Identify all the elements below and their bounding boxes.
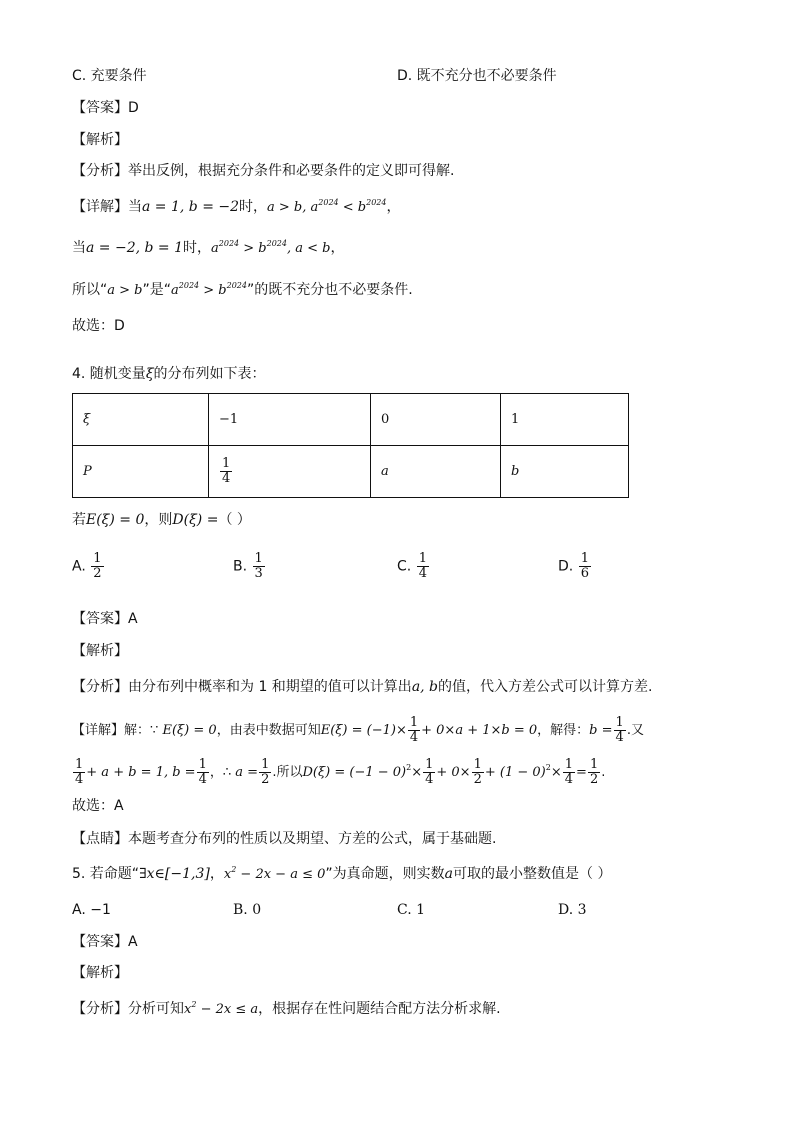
q4-option-d: [558, 552, 592, 581]
table-cell: 0: [371, 394, 501, 446]
math-inequality: a > b, $a^{2024} < b^{2024}$: [267, 198, 387, 215]
table-cell: b: [501, 446, 629, 498]
text: ，根据存在性问题结合配方法分析求解.: [258, 1001, 501, 1017]
text: 5. 若命题“: [72, 866, 140, 882]
table-cell: [209, 446, 371, 498]
text: ”的既不充分也不必要条件.: [246, 282, 413, 298]
text: 分析可知: [128, 1001, 184, 1017]
text: .: [601, 765, 606, 780]
q4-fenxi: [72, 677, 652, 697]
text: 4. 随机变量: [72, 366, 146, 382]
fraction: $\frac{1}{4}$: [222, 456, 231, 486]
q5-analysis-tag: 【解析】: [72, 965, 128, 981]
q3-choice: [72, 316, 125, 336]
q4-comment: [72, 829, 496, 849]
q5-stem: [72, 864, 611, 885]
math-expr: E(ξ) = (−1)×: [320, 723, 407, 738]
text: ，: [330, 240, 345, 256]
fenxi-tag: 【分析】: [72, 1001, 128, 1017]
table-cell: ξ: [73, 394, 209, 446]
text: 当: [128, 199, 142, 215]
table-cell: a: [371, 446, 501, 498]
text: ，由表中数据可知: [216, 723, 321, 738]
choice-value: D: [114, 318, 125, 334]
q3-answer: [72, 98, 139, 118]
answer-value: A: [128, 611, 138, 627]
text: .又: [626, 723, 644, 738]
math-condition: a = −2, b = 1: [86, 240, 184, 256]
text: 由分布列中概率和为 1 和期望的值可以计算出: [128, 679, 412, 695]
q5-option-d: D. 3: [558, 902, 587, 918]
text: （ ）: [218, 512, 251, 528]
q5-option-b: B. 0: [233, 902, 262, 918]
answer-value: A: [128, 934, 138, 950]
fraction: $\frac{1}{2}$: [589, 757, 599, 787]
text: ，: [386, 199, 401, 215]
option-label: D.: [558, 558, 574, 575]
q3-option-d: D. 既不充分也不必要条件: [397, 68, 557, 84]
fraction: $\frac{1}{2}$: [261, 757, 270, 787]
answer-tag: 【答案】: [72, 934, 128, 950]
q4-detail-line1: [72, 716, 644, 745]
text: 当: [72, 240, 86, 256]
because-symbol: ∵: [150, 723, 159, 738]
text: ，则: [144, 512, 173, 528]
math-condition: $a^{2024} > b^{2024}$: [171, 281, 247, 298]
fraction: $\frac{1}{4}$: [198, 757, 207, 787]
q4-answer: [72, 609, 138, 629]
comment-tag: 【点睛】: [72, 831, 128, 847]
q3-detail-line2: [72, 238, 344, 259]
math-var: a: [444, 866, 454, 882]
text: .所以: [272, 765, 303, 780]
text: 时，: [183, 240, 212, 256]
text: 所以“: [72, 282, 108, 298]
math-condition: a = 1, b = −2: [142, 199, 240, 215]
math-expr: + (1 − 0): [484, 765, 546, 780]
text: ，∴: [209, 765, 232, 780]
table-cell: −1: [209, 394, 371, 446]
q4-stem: [72, 364, 266, 384]
fenxi-tag: 【分析】: [72, 163, 128, 179]
q4-option-a: [72, 552, 105, 581]
q5-answer: [72, 932, 138, 952]
text: ”为真命题，则实数: [325, 866, 445, 882]
fraction: $\frac{1}{4}$: [425, 757, 434, 787]
math-expr: ≤ 0: [302, 867, 326, 882]
text: 时，: [239, 199, 268, 215]
math-condition: E(ξ) = 0: [86, 512, 145, 528]
fraction: $\frac{1}{2}$: [93, 551, 102, 581]
math-expr: $x^2 - 2x - a$: [223, 865, 303, 882]
text: ，解得：: [537, 723, 590, 738]
q5-option-c: C. 1: [397, 902, 426, 918]
math-target: D(ξ) =: [172, 512, 219, 528]
text: 的分布列如下表：: [153, 366, 266, 382]
text: 可取的最小整数值是（ ）: [453, 866, 612, 882]
text: ，: [209, 866, 224, 882]
q4-detail-line2: $\frac{1}{4}$ + a + b = 1, b = $\frac{1}{4}$ ，∴ a = $\frac{1}{2}$ .所以$D(\xi) = (-1 - 0)^2\times$ $\frac{1}{4}$ + 0× $\frac{1}{2}$ + $(1 - 0)^2\times$ $\frac{1}{4}$ = $\frac{1}{2}$ .: [75, 757, 606, 787]
q4-option-c: [397, 552, 430, 581]
text: 的值，代入方差公式可以计算方差.: [438, 679, 653, 695]
fraction: $\frac{1}{4}$: [75, 757, 84, 787]
fraction: $\frac{1}{2}$: [473, 757, 482, 787]
table-row: [73, 446, 629, 498]
math-expr: $x^2 - 2x$: [184, 1000, 236, 1017]
fenxi-tag: 【分析】: [72, 679, 128, 695]
q3-conclusion: [72, 280, 413, 301]
table-row: [73, 394, 629, 446]
math-condition: E(ξ) = 0: [162, 723, 217, 738]
q4-choice: [72, 796, 124, 816]
xi-symbol: ξ: [145, 366, 154, 382]
q4-question: [72, 510, 251, 530]
table-cell: P: [73, 446, 209, 498]
option-label: B.: [233, 558, 248, 575]
q3-fenxi: [72, 161, 454, 181]
math-inequality: $a^{2024} > b^{2024}$, a < b: [211, 239, 331, 256]
q4-option-b: [233, 552, 266, 581]
option-label: A.: [72, 558, 86, 575]
math-vars: a, b: [411, 679, 439, 695]
q4-analysis-tag: 【解析】: [72, 643, 128, 659]
answer-tag: 【答案】: [72, 100, 128, 116]
math-expr: D(ξ) = (−1 − 0): [302, 765, 407, 780]
distribution-table: [72, 393, 629, 498]
math-expr: + 0×a + 1×b = 0: [421, 723, 538, 738]
text: 若: [72, 512, 86, 528]
math-exists: ∃x∈[−1,3]: [139, 866, 210, 882]
choice-value: A: [114, 798, 124, 814]
math-condition: a > b: [107, 283, 143, 298]
fraction: $\frac{1}{4}$: [418, 551, 427, 581]
fraction: $\frac{1}{3}$: [254, 551, 263, 581]
fraction: $\frac{1}{4}$: [615, 715, 624, 745]
fenxi-text: 举出反例，根据充分条件和必要条件的定义即可得解.: [128, 163, 455, 179]
fraction: $\frac{1}{4}$: [564, 757, 574, 787]
fraction: $\frac{1}{6}$: [580, 551, 589, 581]
math-expr: + a + b = 1, b =: [86, 765, 196, 780]
option-label: C.: [397, 558, 412, 575]
q3-detail-line1: [72, 197, 400, 218]
answer-value: D: [128, 100, 139, 116]
q3-option-c: C. 充要条件: [72, 68, 147, 84]
q5-option-a: A. −1: [72, 902, 111, 918]
choice-label: 故选：: [72, 318, 114, 334]
choice-label: 故选：: [72, 798, 114, 814]
q5-fenxi: [72, 999, 501, 1020]
answer-tag: 【答案】: [72, 611, 128, 627]
text: ”是“: [142, 282, 172, 298]
table-cell: 1: [501, 394, 629, 446]
math-expr: b =: [589, 723, 613, 738]
text: 解：: [124, 723, 151, 738]
text: 本题考查分布列的性质以及期望、方差的公式，属于基础题.: [128, 831, 497, 847]
detail-tag: 【详解】: [72, 723, 125, 738]
math-expr: a =: [235, 765, 259, 780]
detail-tag: 【详解】: [72, 199, 128, 215]
q3-analysis-tag: 【解析】: [72, 132, 128, 148]
fraction: $\frac{1}{4}$: [409, 715, 419, 745]
math-expr: ≤ a: [235, 1002, 259, 1017]
math-expr: + 0×: [436, 765, 471, 780]
